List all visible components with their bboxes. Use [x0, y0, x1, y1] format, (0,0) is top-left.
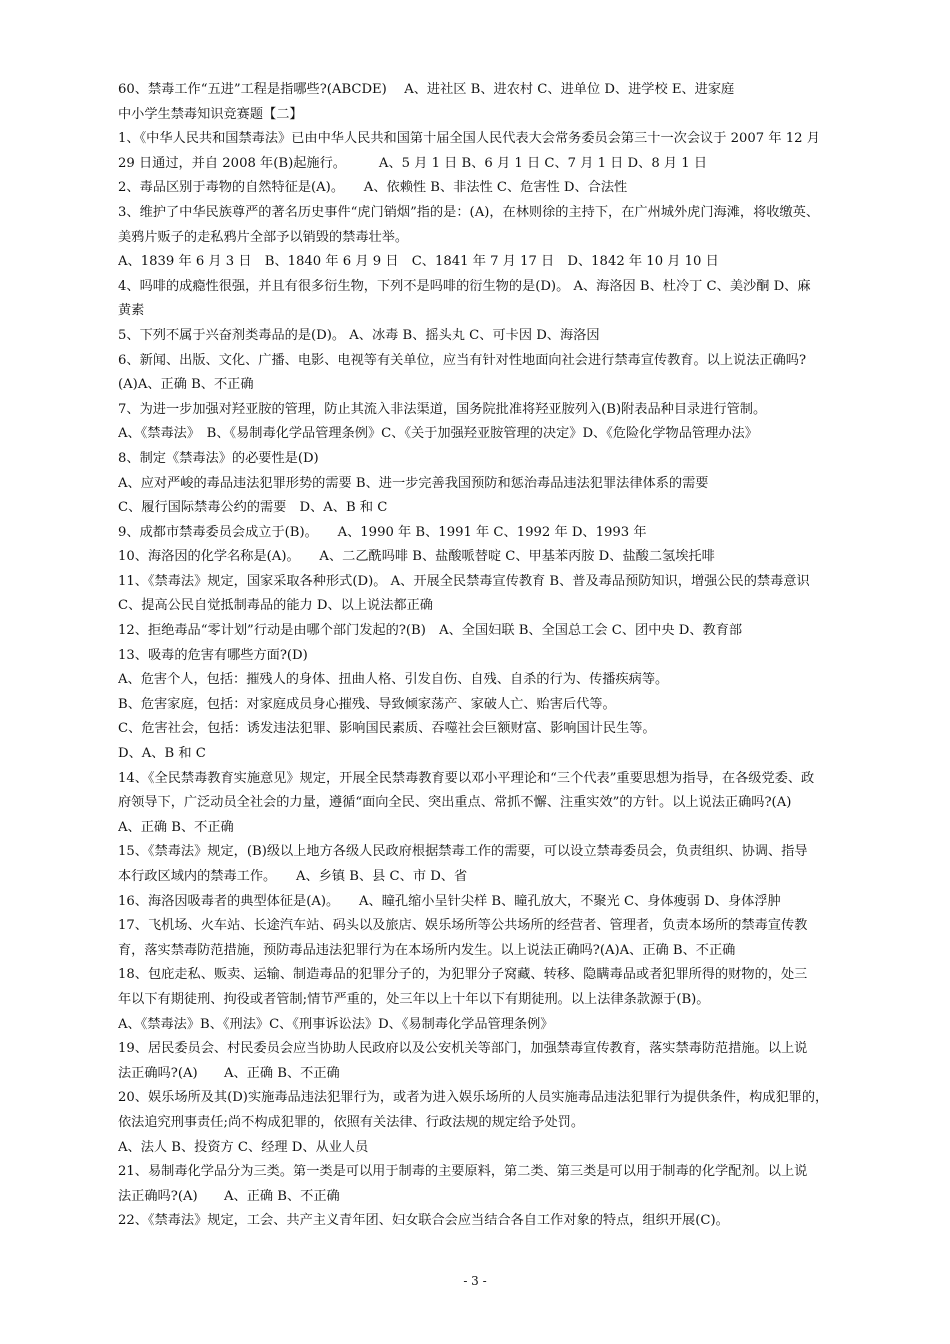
- text-line: A、正确 B、不正确: [118, 819, 234, 835]
- page-number: - 3 -: [463, 1274, 487, 1288]
- text-line: 13、吸毒的危害有哪些方面?(D): [118, 647, 308, 663]
- text-line: 育，落实禁毒防范措施，预防毒品违法犯罪行为在本场所内发生。以上说法正确吗?(A)A、正确 B、不正确: [118, 942, 736, 958]
- text-line: A、《禁毒法》 B、《易制毒化学品管理条例》C、《关于加强羟亚胺管理的决定》D、《危险化学物品管理办法》: [118, 426, 758, 442]
- text-line: 11、《禁毒法》规定，国家采取各种形式(D)。 A、开展全民禁毒宣传教育 B、普及毒品预防知识，增强公民的禁毒意识: [118, 573, 810, 589]
- text-line: 中小学生禁毒知识竞赛题【二】: [118, 106, 303, 122]
- text-line: 17、飞机场、火车站、长途汽车站、码头以及旅店、娱乐场所等公共场所的经营者、管理者，负责本场所的禁毒宣传教: [118, 918, 808, 934]
- text-line: (A)A、正确 B、不正确: [118, 377, 254, 393]
- text-line: 5、下列不属于兴奋剂类毒品的是(D)。 A、冰毒 B、摇头丸 C、可卡因 D、海洛因: [118, 327, 600, 343]
- text-line: 府领导下，广泛动员全社会的力量，遵循“面向全民、突出重点、常抓不懈、注重实效”的方针。以上说法正确吗?(A): [118, 795, 792, 811]
- text-line: 法正确吗?(A) A、正确 B、不正确: [118, 1188, 340, 1204]
- text-line: 12、拒绝毒品“零计划”行动是由哪个部门发起的?(B) A、全国妇联 B、全国总工会 C、团中央 D、教育部: [118, 623, 743, 639]
- text-line: 16、海洛因吸毒者的典型体征是(A)。 A、瞳孔缩小呈针尖样 B、瞳孔放大，不聚光 C、身体瘦弱 D、身体浮肿: [118, 893, 781, 909]
- text-line: 29 日通过，并自 2008 年(B)起施行。 A、5 月 1 日 B、6 月 1 日 C、7 月 1 日 D、8 月 1 日: [118, 155, 708, 171]
- text-line: 本行政区域内的禁毒工作。 A、乡镇 B、县 C、市 D、省: [118, 869, 468, 884]
- text-line: 依法追究刑事责任;尚不构成犯罪的，依照有关法律、行政法规的规定给予处罚。: [118, 1114, 585, 1130]
- text-line: 3、维护了中华民族尊严的著名历史事件“虎门销烟”指的是：(A)，在林则徐的主持下，在广州城外虎门海滩，将收缴英、: [118, 204, 820, 220]
- text-line: 15、《禁毒法》规定，(B)级以上地方各级人民政府根据禁毒工作的需要，可以设立禁毒委员会，负责组织、协调、指导: [118, 844, 808, 860]
- text-line: C、履行国际禁毒公约的需要 D、A、B 和 C: [118, 500, 388, 516]
- text-line: A、《禁毒法》B、《刑法》C、《刑事诉讼法》D、《易制毒化学品管理条例》: [118, 1016, 554, 1032]
- text-line: A、法人 B、投资方 C、经理 D、从业人员: [118, 1139, 369, 1155]
- text-line: C、提高公民自觉抵制毒品的能力 D、以上说法都正确: [118, 598, 433, 614]
- text-line: A、应对严峻的毒品违法犯罪形势的需要 B、进一步完善我国预防和惩治毒品违法犯罪法律体系的需要: [118, 475, 709, 491]
- text-line: 8、制定《禁毒法》的必要性是(D): [118, 450, 319, 466]
- text-line: 法正确吗?(A) A、正确 B、不正确: [118, 1065, 340, 1081]
- text-line: C、危害社会，包括：诱发违法犯罪、影响国民素质、吞噬社会巨额财富、影响国计民生等。: [118, 721, 656, 737]
- text-line: D、A、B 和 C: [118, 746, 206, 762]
- text-line: 7、为进一步加强对羟亚胺的管理，防止其流入非法渠道，国务院批准将羟亚胺列入(B)附表品种目录进行管制。: [118, 401, 767, 417]
- text-line: A、危害个人，包括：摧残人的身体、扭曲人格、引发自伤、自残、自杀的行为、传播疾病等。: [118, 672, 669, 688]
- text-line: B、危害家庭，包括：对家庭成员身心摧残、导致倾家荡产、家破人亡、贻害后代等。: [118, 696, 616, 712]
- text-line: 9、成都市禁毒委员会成立于(B)。 A、1990 年 B、1991 年 C、1992 年 D、1993 年: [118, 524, 647, 540]
- text-line: 年以下有期徒刑、拘役或者管制;情节严重的，处三年以上十年以下有期徒刑。以上法律条款源于(B)。: [118, 991, 710, 1007]
- text-line: A、1839 年 6 月 3 日 B、1840 年 6 月 9 日 C、1841 年 7 月 17 日 D、1842 年 10 月 10 日: [118, 254, 719, 270]
- text-line: 6、新闻、出版、文化、广播、电影、电视等有关单位，应当有针对性地面向社会进行禁毒宣传教育。以上说法正确吗?: [118, 352, 807, 368]
- text-line: 黄素: [118, 303, 145, 319]
- document-body: [118, 78, 878, 1234]
- text-line: 19、居民委员会、村民委员会应当协助人民政府以及公安机关等部门，加强禁毒宣传教育，落实禁毒防范措施。以上说: [118, 1041, 808, 1057]
- text-line: 20、娱乐场所及其(D)实施毒品违法犯罪行为，或者为进入娱乐场所的人员实施毒品违法犯罪行为提供条件，构成犯罪的，: [118, 1090, 829, 1106]
- text-line: 1、《中华人民共和国禁毒法》已由中华人民共和国第十届全国人民代表大会常务委员会第三十一次会议于 2007 年 12 月: [118, 131, 820, 147]
- text-line: 10、海洛因的化学名称是(A)。 A、二乙酰吗啡 B、盐酸哌替啶 C、甲基苯丙胺 D、盐酸二氢埃托啡: [118, 549, 715, 565]
- text-line: 4、吗啡的成瘾性很强，并且有很多衍生物，下列不是吗啡的衍生物的是(D)。 A、海洛因 B、杜冷丁 C、美沙酮 D、麻: [118, 278, 811, 294]
- text-line: 18、包庇走私、贩卖、运输、制造毒品的犯罪分子的，为犯罪分子窝藏、转移、隐瞒毒品或者犯罪所得的财物的，处三: [118, 967, 808, 983]
- text-line: 2、毒品区别于毒物的自然特征是(A)。 A、依赖性 B、非法性 C、危害性 D、合法性: [118, 180, 628, 196]
- text-line: 14、《全民禁毒教育实施意见》规定，开展全民禁毒教育要以邓小平理论和“三个代表”重要思想为指导，在各级党委、政: [118, 770, 815, 786]
- text-line: 美鸦片贩子的走私鸦片全部予以销毁的禁毒壮举。: [118, 229, 409, 245]
- text-line: 60、禁毒工作“五进”工程是指哪些?(ABCDE) A、进社区 B、进农村 C、进单位 D、进学校 E、进家庭: [118, 82, 735, 97]
- text-line: 22、《禁毒法》规定，工会、共产主义青年团、妇女联合会应当结合各自工作对象的特点，组织开展(C)。: [118, 1213, 729, 1229]
- text-line: 21、易制毒化学品分为三类。第一类是可以用于制毒的主要原料，第二类、第三类是可以用于制毒的化学配剂。以上说: [118, 1164, 808, 1180]
